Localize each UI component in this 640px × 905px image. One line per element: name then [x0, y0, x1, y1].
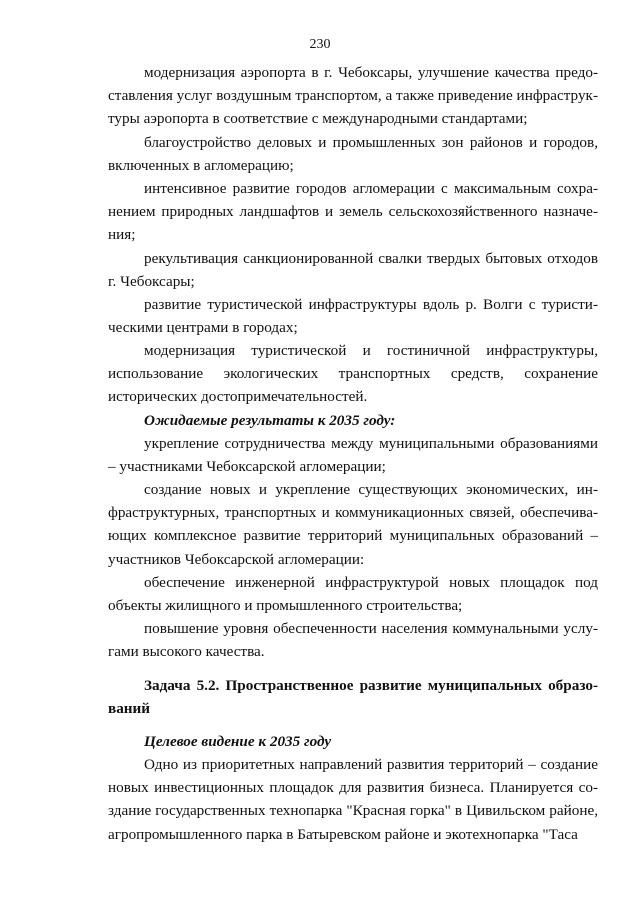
paragraph-investment-sites: Одно из приоритетных направлений развития территорий – создание новых инвестиционных площадок для развития бизнеса. Планируется создание государственных технопарка "Красная горка" в Цивильском районе, агропромышленного парка в Батыревском районе и экотехнопарка "Таса [108, 756, 598, 843]
paragraph-utility-services: повышение уровня обеспеченности населения коммунальными услугами высокого качества. [108, 620, 598, 661]
paragraph-economic-links: создание новых и укрепление существующих экономических, инфраструктурных, транспортных и коммуникационных связей, обеспечивающих комплексное развитие территорий муниципальных образований – участников Чебоксарской агломерации: [108, 481, 598, 568]
paragraph-tourism-volga: развитие туристической инфраструктуры вдоль р. Волги с туристическими центрами в городах; [108, 296, 598, 337]
paragraph-engineering-infrastructure: обеспечение инженерной инфраструктурой новых площадок под объекты жилищного и промышленного строительства; [108, 574, 598, 615]
paragraph-airport-modernization: модернизация аэропорта в г. Чебоксары, улучшение качества предоставления услуг воздушным транспортом, а также приведение инфраструктуры аэропорта в соответствие с международными стандартами; [108, 64, 598, 128]
paragraph-business-zones: благоустройство деловых и промышленных зон районов и городов, включенных в агломерацию; [108, 134, 598, 175]
paragraph-city-development: интенсивное развитие городов агломерации с максимальным сохранением природных ландшафтов и земель сельскохозяйственного назначения; [108, 180, 598, 244]
task-heading: Задача 5.2. Пространственное развитие муниципальных образований [108, 677, 598, 718]
results-heading: Ожидаемые результаты к 2035 году: [144, 412, 396, 429]
paragraph-tourism-modernization: модернизация туристической и гостиничной инфраструктуры, использование экологических транспортных средств, сохранение исторических достопримечательностей. [108, 342, 598, 406]
page-number: 230 [309, 37, 331, 52]
vision-heading: Целевое видение к 2035 году [144, 733, 332, 750]
paragraph-landfill-recultivation: рекультивация санкционированной свалки твердых бытовых отходов г. Чебоксары; [108, 250, 598, 291]
paragraph-cooperation: укрепление сотрудничества между муниципальными образованиями – участниками Чебоксарской агломерации; [108, 435, 598, 476]
